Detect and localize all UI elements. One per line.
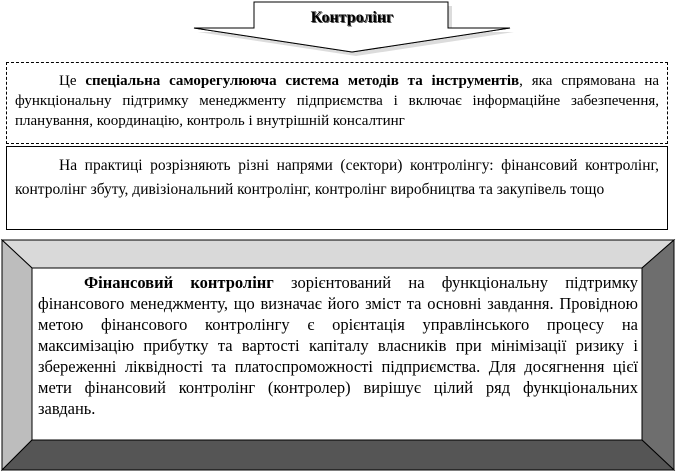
- definition-rest: , яка спрямована на функціональну підтримку менеджменту підприємства і включає інформаційне забезпечення, планування, координацію, контроль і внутрішній консалтинг: [15, 73, 660, 129]
- definition-lead: Це: [59, 73, 77, 89]
- definition-bold: спеціальна саморегулююча система методів та інструментів: [85, 73, 520, 89]
- definition-text: [15, 71, 659, 131]
- definition-box: [6, 62, 668, 144]
- header-title: Контролінг: [310, 9, 394, 26]
- practice-text: [15, 154, 659, 202]
- practice-body: На практиці розрізняють різні напрями (сектори) контролінгу: фінансовий контролінг, контролінг збуту, дивізіональний контролінг, контролінг виробництва та закупівель тощо: [15, 157, 659, 198]
- financial-text: [38, 272, 638, 419]
- financial-rest: зорієнтований на функціональну підтримку фінансового менеджменту, що визначає його зміст та основні завдання. Провідною метою фінансового контролінгу є орієнтація управлінського процесу на максимізацію прибутку та вартості капіталу власників при мінімізації ризику і збереженні ліквідності та платоспроможності підприємства. Для досягнення цієї мети фінансовий контролінг (контролер) вирішує цілий ряд функціональних завдань.: [38, 273, 638, 418]
- financial-bold: Фінансовий контролінг: [84, 273, 274, 292]
- practice-box: [6, 146, 668, 230]
